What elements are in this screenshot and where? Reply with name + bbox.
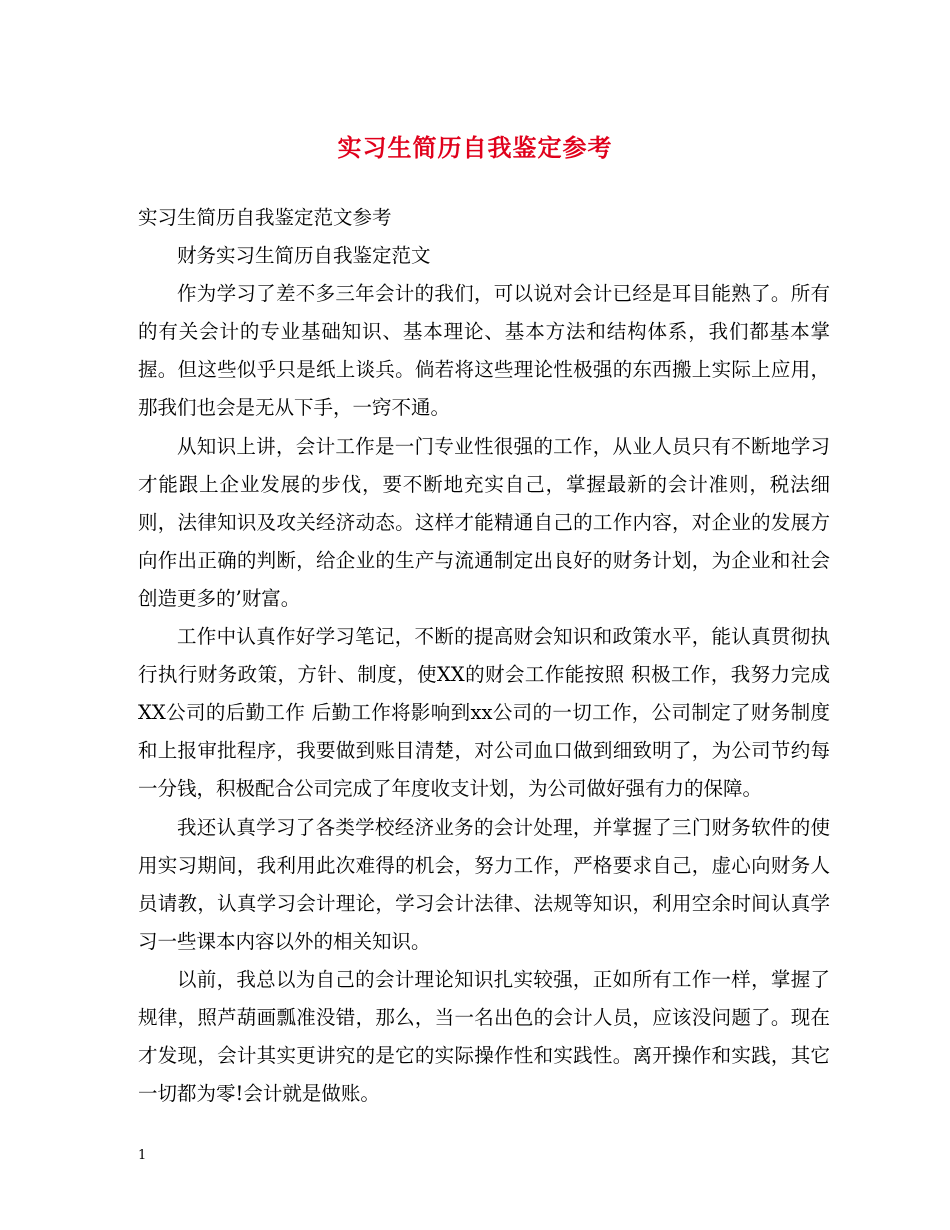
paragraph: 工作中认真作好学习笔记，不断的提高财会知识和政策水平，能认真贯彻执行执行财务政策，方针、制度，使XX的财会工作能按照 积极工作，我努力完成XX公司的后勤工作 后勤工作将影响到xx公司的一切工作，公司制定了财务制度和上报审批程序，我要做到账目清楚，对公司血口做到细致明了，为公司节约每一分钱，积极配合公司完成了年度收支计划，为公司做好强有力的保障。 <box>138 625 830 801</box>
paragraph: 我还认真学习了各类学校经济业务的会计处理，并掌握了三门财务软件的使用实习期间，我利用此次难得的机会，努力工作，严格要求自己，虚心向财务人员请教，认真学习会计理论，学习会计法律、法规等知识，利用空余时间认真学习一些课本内容以外的相关知识。 <box>138 815 830 953</box>
document-title: 实习生简历自我鉴定参考 <box>337 133 613 162</box>
paragraph: 以前，我总以为自己的会计理论知识扎实较强，正如所有工作一样，掌握了规律，照芦葫画瓢准没错，那么，当一名出色的会计人员，应该没问题了。现在才发现，会计其实更讲究的是它的实际操作性和实践性。离开操作和实践，其它一切都为零!会计就是做账。 <box>138 967 830 1106</box>
document-body <box>138 199 830 1113</box>
section-heading: 财务实习生简历自我鉴定范文 <box>177 244 431 268</box>
document-subtitle: 实习生简历自我鉴定范文参考 <box>138 206 392 229</box>
paragraph: 作为学习了差不多三年会计的我们，可以说对会计已经是耳目能熟了。所有的有关会计的专业基础知识、基本理论、基本方法和结构体系，我们都基本掌握。但这些似乎只是纸上谈兵。倘若将这些理论性极强的东西搬上实际上应用，那我们也会是无从下手，一窍不通。 <box>138 282 830 420</box>
paragraph: 从知识上讲，会计工作是一门专业性很强的工作，从业人员只有不断地学习才能跟上企业发展的步伐，要不断地充实自己，掌握最新的会计准则，税法细则，法律知识及攻关经济动态。这样才能精通自己的工作内容，对企业的发展方向作出正确的判断，给企业的生产与流通制定出良好的财务计划，为企业和社会创造更多的’财富。 <box>138 434 830 610</box>
page-number: 1 <box>138 1148 147 1163</box>
